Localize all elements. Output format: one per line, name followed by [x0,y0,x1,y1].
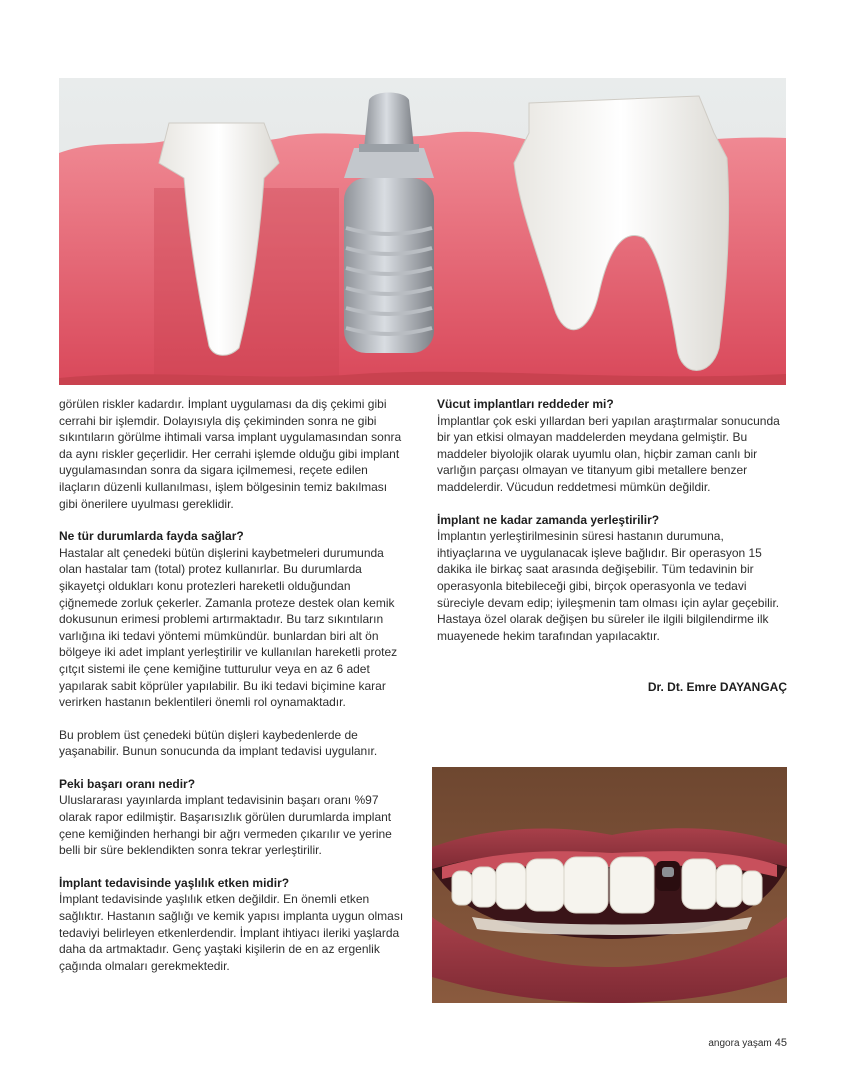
magazine-name: angora yaşam [708,1038,772,1049]
heading-rejection: Vücut implantları reddeder mi? [437,397,614,411]
age-factor-paragraph: İmplant tedavisinde yaşlılık etken değildir. En önemli etken sağlıktır. Hastanın sağlığı ve kemik yapısı implanta uygun olması tedaviyi belirleyen etkenlerdendir. İmplant ihtiyacı ileriki yaşlarda daha da artmaktadır. Genç yaştaki kişilerin de en az ergenlik çağında olmaları gerekmektedir. [59,892,404,973]
heading-benefits: Ne tür durumlarda fayda sağlar? [59,529,244,544]
implant-model-illustration [59,78,786,385]
rejection-paragraph: İmplantlar çok eski yıllardan beri yapılan araştırmalar sonucunda bir yan etkisi olmayan maddelerden meydana gelmiştir. Bu maddeler biyolojik olarak uyumlu olan, hiçbir zaman canlı bir varlığın parçası olmayan ve titanyum gibi metallere benzer maddelerdir. Vücudun reddetmesi mümkün değildir. [437,413,780,494]
page-folio [600,1037,787,1049]
success-rate-paragraph: Uluslararası yayınlarda implant tedavisinin başarı oranı %97 olarak rapor edilmiştir. Başarısızlık görülen durumlarda implant çene kemiğinden herhangi bir ağrı vermeden çıkarılır ve yerine belli bir süre beklendikten sonra tekrar yerleştirilir. [59,793,392,858]
right-column [437,396,787,660]
benefits-paragraph-2: Bu problem üst çenedeki bütün dişleri kaybedenlerde de yaşanabilir. Bunun sonucunda da implant tedavisi uygulanır. [59,727,378,759]
left-column [59,396,409,990]
benefits-paragraph-1: Hastalar alt çenedeki bütün dişlerini kaybetmeleri durumunda olan hastalar tam (total) protez kullanırlar. Bu durumlarda şikayetçi oldukları konu protezleri hareketli olduğundan çiğnemede zorluk çekerler. Zamanla proteze destek olan kemik dokusunun erimesi problemi artırmaktadır. Bu tarz sıkıntıların varlığına iki tedavi yöntemi mümkündür. bunlardan biri alt ön bölgeye iki adet implant yerleştirilir ve kullanılan hareketli protez çıtçıt sistemi ile çene kemiğine tutturulur veya en az 6 adet yapılarak sabit köprüler yapılabilir. Bu iki tedavi biçimine karar verirken hastanın beklentileri önemli rol oynamaktadır. [59,545,398,710]
author-signature: Dr. Dt. Emre DAYANGAÇ [647,680,787,694]
smile-photo [432,767,787,1003]
intro-paragraph: görülen riskler kadardır. İmplant uygulaması da diş çekimi gibi cerrahi bir işlemdir. Dolayısıyla diş çekiminden sonra ne gibi sıkıntıların görülme ihtimali varsa implant uygulamasından sonra da aynı riskler geçerlidir. Her cerrahi işlemde olduğu gibi implant uygulamasından sonra da sigara içilmemesi, reçete edilen ilaçların düzenli kullanılması, işlem bölgesinin temiz bakılması gibi önerilere uyulması gereklidir. [59,397,402,511]
page-number: 45 [774,1037,787,1049]
implant-model-photo [59,78,786,385]
smile-illustration [432,767,787,1003]
placement-time-paragraph: İmplantın yerleştirilmesinin süresi hastanın durumuna, ihtiyaçlarına ve uygulanacak işleve bağlıdır. Bir operasyon 15 dakika ile birkaç saat arasında değişebilir. Tüm tedavinin bir operasyonla bitebileceği gibi, birçok operasyonla ve tedavi süreciyle devam edip; iyileşmenin tam olması için aylar geçebilir. Hastaya özel olarak değişen bu süreler ile ilgili bilgilendirme ilk muayenede hekim tarafından yapılacaktır. [437,529,780,643]
heading-success-rate: Peki başarı oranı nedir? [59,776,196,791]
heading-age-factor: İmplant tedavisinde yaşlılık etken midir? [59,875,290,890]
heading-placement-time: İmplant ne kadar zamanda yerleştirilir? [437,512,660,527]
